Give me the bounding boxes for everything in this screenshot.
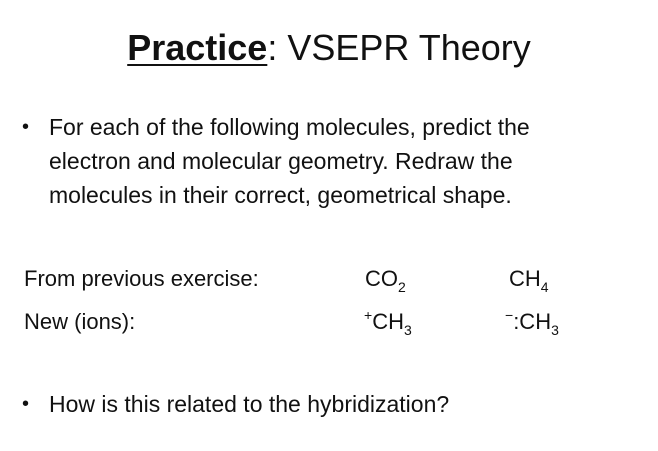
row-label: From previous exercise: bbox=[24, 266, 259, 291]
molecule-base: CH bbox=[509, 266, 541, 291]
molecule-subscript: 3 bbox=[403, 322, 412, 338]
row-new-ions bbox=[24, 307, 135, 337]
molecule-base: CH bbox=[372, 309, 404, 334]
bullet-line: electron and molecular geometry. Redraw the bbox=[49, 148, 513, 174]
molecule-subscript: 3 bbox=[551, 322, 559, 338]
bullet-line: molecules in their correct, geometrical shape. bbox=[49, 182, 512, 208]
molecule-base: CO bbox=[365, 266, 398, 291]
bullet-dot: • bbox=[22, 393, 30, 415]
molecule-subscript: 4 bbox=[540, 279, 549, 295]
molecule-subscript: 2 bbox=[398, 279, 406, 295]
bullet-text bbox=[49, 110, 530, 212]
bullet-line: How is this related to the hybridization? bbox=[49, 391, 450, 417]
bullet-instructions bbox=[22, 110, 642, 220]
row-previous-exercise bbox=[24, 264, 259, 294]
molecule-charge: − bbox=[505, 307, 514, 323]
slide-title bbox=[0, 26, 658, 70]
bullet-line: For each of the following molecules, predict the bbox=[49, 114, 530, 140]
row-label: New (ions): bbox=[24, 309, 136, 334]
title-rest: : VSEPR Theory bbox=[267, 27, 531, 68]
molecule-charge: + bbox=[364, 307, 373, 323]
bullet-dot: • bbox=[22, 116, 30, 138]
molecule-base: :CH bbox=[513, 309, 552, 334]
bullet-question bbox=[22, 387, 642, 427]
title-emphasis: Practice bbox=[127, 27, 268, 68]
bullet-text bbox=[49, 387, 449, 421]
